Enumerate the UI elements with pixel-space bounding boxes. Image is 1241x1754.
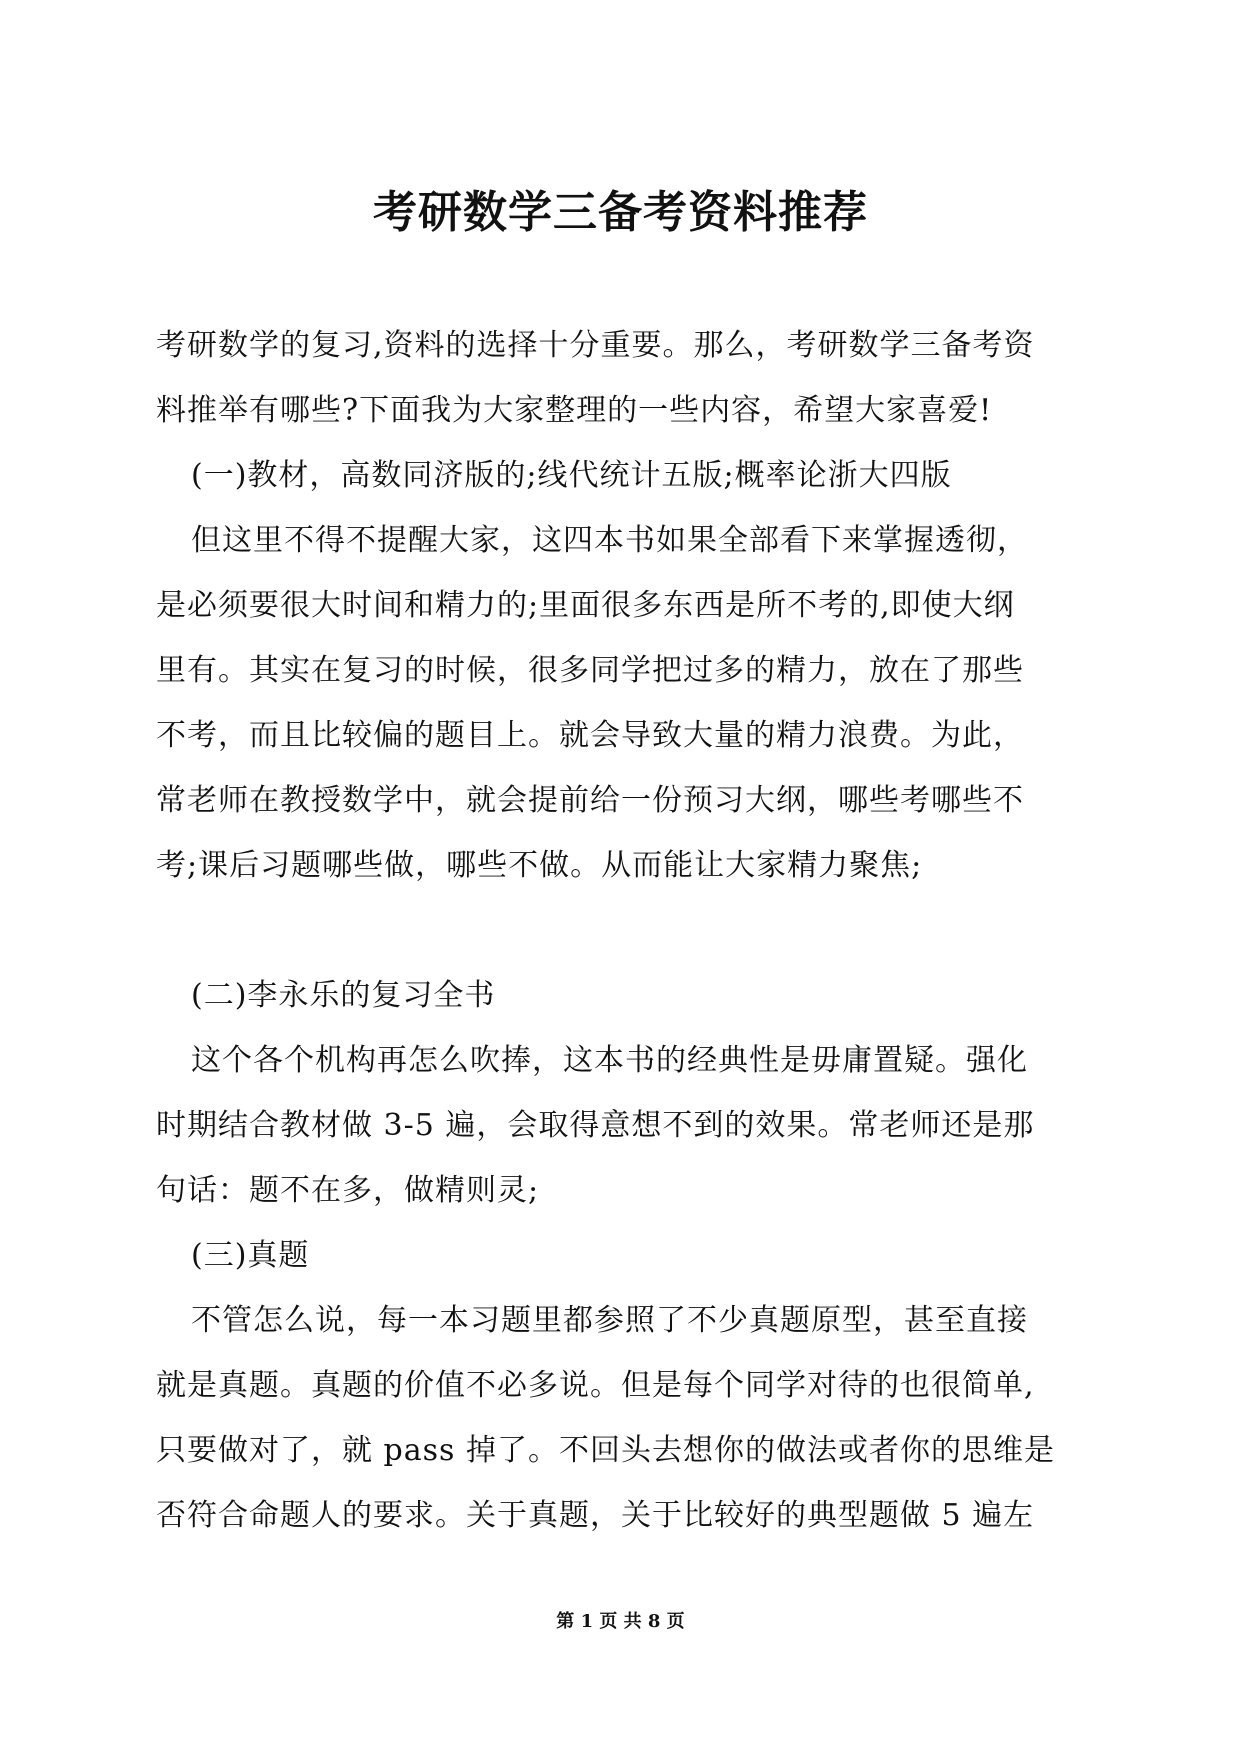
paragraph-line: 常老师在教授数学中，就会提前给一份预习大纲，哪些考哪些不 [156,783,1024,818]
paragraph-line: 是必须要很大时间和精力的;里面很多东西是所不考的,即使大纲 [156,588,1015,623]
paragraph-line: 句话：题不在多，做精则灵; [156,1173,540,1208]
paragraph-line: 就是真题。真题的价值不必多说。但是每个同学对待的也很简单, [156,1368,1035,1403]
section-heading-3: (三)真题 [191,1238,310,1273]
paragraph-line: 里有。其实在复习的时候，很多同学把过多的精力，放在了那些 [156,653,1024,688]
document-title: 考研数学三备考资料推荐 [373,187,868,238]
page-footer: 第 1 页 共 8 页 [556,1611,685,1632]
section-heading-1: (一)教材，高数同济版的;线代统计五版;概率论浙大四版 [191,458,952,493]
paragraph-line: 时期结合教材做 3-5 遍，会取得意想不到的效果。常老师还是那 [156,1108,1035,1143]
paragraph-line: 只要做对了，就 pass 掉了。不回头去想你的做法或者你的思维是 [156,1433,1055,1468]
paragraph-line: 否符合命题人的要求。关于真题，关于比较好的典型题做 5 遍左 [156,1498,1035,1533]
paragraph-line: 考;课后习题哪些做，哪些不做。从而能让大家精力聚焦; [156,848,923,883]
paragraph-line: 这个各个机构再怎么吹捧，这本书的经典性是毋庸置疑。强化 [191,1043,1028,1078]
section-heading-2: (二)李永乐的复习全书 [191,978,496,1013]
paragraph-line: 不考，而且比较偏的题目上。就会导致大量的精力浪费。为此， [156,718,1024,753]
paragraph-line: 考研数学的复习,资料的选择十分重要。那么，考研数学三备考资 [156,328,1035,363]
paragraph-line: 不管怎么说，每一本习题里都参照了不少真题原型，甚至直接 [191,1303,1028,1338]
paragraph-gap [156,898,1096,963]
document-body [156,313,1096,1548]
paragraph-line: 但这里不得不提醒大家，这四本书如果全部看下来掌握透彻， [191,523,1028,558]
paragraph-line: 料推举有哪些?下面我为大家整理的一些内容，希望大家喜爱! [156,393,993,428]
